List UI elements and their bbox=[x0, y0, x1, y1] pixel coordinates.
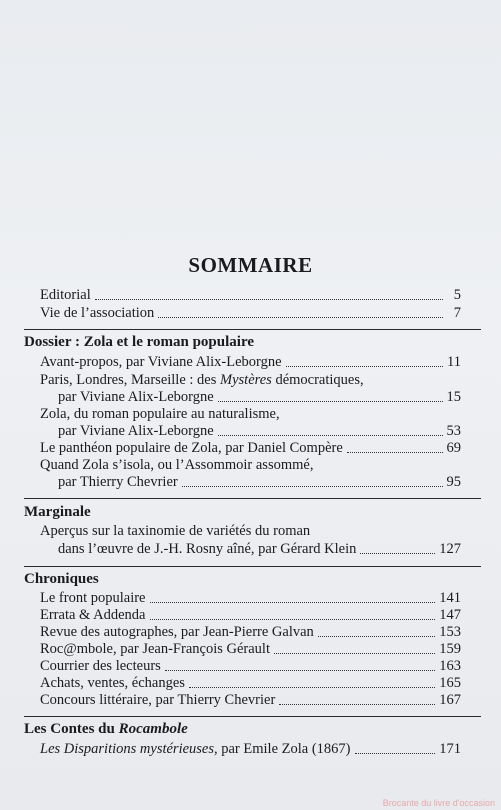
toc-entry-editorial bbox=[40, 287, 461, 304]
toc-entry bbox=[40, 692, 461, 709]
toc-entry bbox=[40, 658, 461, 675]
dot-leader bbox=[218, 401, 443, 402]
entry-page: 147 bbox=[439, 607, 461, 623]
entry-page: 7 bbox=[453, 305, 461, 321]
toc-entry bbox=[40, 354, 461, 371]
toc-entry-continuation bbox=[58, 389, 461, 406]
entry-page: 95 bbox=[446, 474, 461, 490]
entry-title: Revue des autographes, par Jean-Pierre Galvan bbox=[40, 624, 314, 640]
section-divider bbox=[24, 566, 481, 567]
toc-entry bbox=[40, 624, 461, 641]
dot-leader bbox=[95, 299, 443, 300]
dot-leader bbox=[274, 653, 435, 654]
dot-leader bbox=[347, 452, 443, 453]
entry-page: 167 bbox=[439, 692, 461, 708]
entry-title: par Viviane Alix-Leborgne bbox=[58, 423, 214, 439]
entry-title: Avant-propos, par Viviane Alix-Leborgne bbox=[40, 354, 282, 370]
toc-entry bbox=[40, 590, 461, 607]
dot-leader bbox=[150, 602, 436, 603]
toc-entry bbox=[40, 741, 461, 758]
entry-page: 11 bbox=[447, 354, 461, 370]
dot-leader bbox=[279, 704, 435, 705]
toc-entry bbox=[40, 641, 461, 658]
section-divider bbox=[24, 498, 481, 499]
entry-title: Le panthéon populaire de Zola, par Daniel Compère bbox=[40, 440, 343, 456]
entry-page: 171 bbox=[439, 741, 461, 757]
entry-page: 127 bbox=[439, 541, 461, 557]
toc-entry-continuation bbox=[58, 474, 461, 491]
section-heading-dossier: Dossier : Zola et le roman populaire bbox=[24, 334, 254, 350]
entry-title: par Thierry Chevrier bbox=[58, 474, 178, 490]
entry-title: Achats, ventes, échanges bbox=[40, 675, 185, 691]
entry-page: 159 bbox=[439, 641, 461, 657]
section-heading-contes: Les Contes du Rocambole bbox=[24, 721, 188, 737]
toc-entry bbox=[40, 675, 461, 692]
entry-page: 153 bbox=[439, 624, 461, 640]
entry-title: Concours littéraire, par Thierry Chevrier bbox=[40, 692, 276, 708]
section-heading-chroniques: Chroniques bbox=[24, 571, 99, 587]
entry-title: Aperçus sur la taxinomie de variétés du roman bbox=[40, 523, 311, 539]
entry-title: Courrier des lecteurs bbox=[40, 658, 161, 674]
entry-page: 15 bbox=[446, 389, 461, 405]
entry-title: Editorial bbox=[40, 287, 91, 303]
entry-page: 165 bbox=[439, 675, 461, 691]
entry-title: Roc@mbole, par Jean-François Gérault bbox=[40, 641, 270, 657]
entry-title: dans l’œuvre de J.-H. Rosny aîné, par Gérard Klein bbox=[58, 541, 357, 557]
italic-title: Mystères bbox=[220, 372, 272, 388]
toc-entry bbox=[40, 440, 461, 457]
dot-leader bbox=[165, 670, 435, 671]
dot-leader bbox=[189, 687, 435, 688]
dot-leader bbox=[286, 366, 443, 367]
entry-page: 69 bbox=[446, 440, 461, 456]
toc-entry-line bbox=[40, 457, 461, 474]
dot-leader bbox=[158, 317, 443, 318]
dot-leader bbox=[150, 619, 436, 620]
section-heading-marginale: Marginale bbox=[24, 504, 91, 520]
entry-page: 163 bbox=[439, 658, 461, 674]
entry-title: Quand Zola s’isola, ou l’Assommoir assommé, bbox=[40, 457, 314, 473]
entry-page: 5 bbox=[453, 287, 461, 303]
entry-page: 141 bbox=[439, 590, 461, 606]
toc-entry bbox=[40, 607, 461, 624]
toc-entry-line bbox=[40, 523, 461, 540]
dot-leader bbox=[318, 636, 435, 637]
entry-title: Paris, Londres, Marseille : des Mystères démocratiques, bbox=[40, 372, 364, 388]
dot-leader bbox=[218, 435, 443, 436]
section-divider bbox=[24, 716, 481, 717]
entry-title: Le front populaire bbox=[40, 590, 146, 606]
toc-entry-line bbox=[40, 372, 461, 389]
entry-title: Zola, du roman populaire au naturalisme, bbox=[40, 406, 280, 422]
entry-title: Vie de l’association bbox=[40, 305, 155, 321]
dot-leader bbox=[360, 553, 435, 554]
section-divider bbox=[24, 329, 481, 330]
entry-title: Errata & Addenda bbox=[40, 607, 146, 623]
entry-page: 53 bbox=[446, 423, 461, 439]
dot-leader bbox=[182, 486, 443, 487]
entry-title: Les Disparitions mystérieuses, par Emile Zola (1867) bbox=[40, 741, 351, 757]
toc-entry-line bbox=[40, 406, 461, 423]
page-title: SOMMAIRE bbox=[188, 253, 313, 277]
watermark: Brocante du livre d'occasion bbox=[382, 798, 495, 808]
toc-entry-continuation bbox=[58, 541, 461, 558]
italic-title: Rocambole bbox=[118, 721, 188, 737]
toc-entry-continuation bbox=[58, 423, 461, 440]
toc-entry-vie-association bbox=[40, 305, 461, 322]
dot-leader bbox=[355, 753, 436, 754]
entry-title: par Viviane Alix-Leborgne bbox=[58, 389, 214, 405]
